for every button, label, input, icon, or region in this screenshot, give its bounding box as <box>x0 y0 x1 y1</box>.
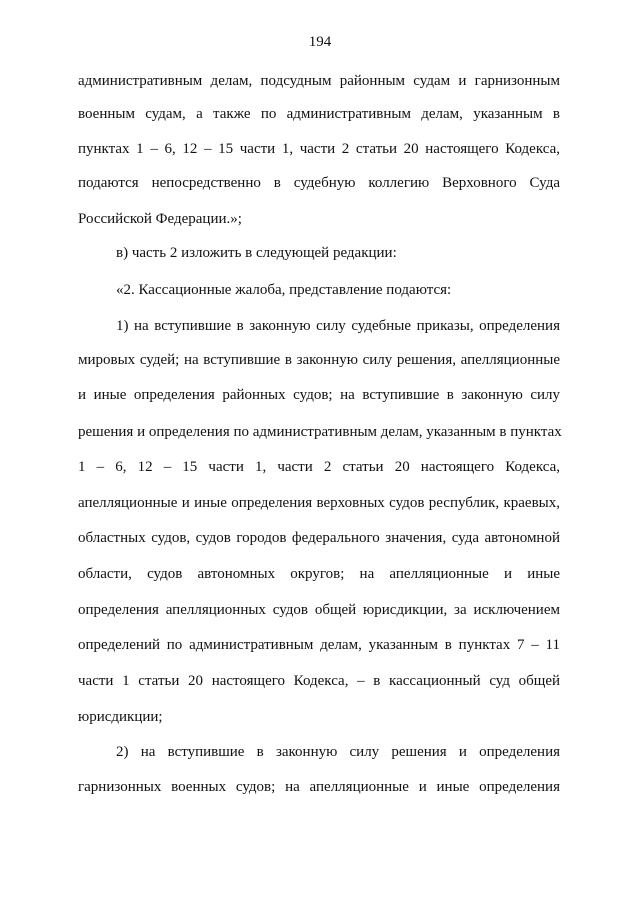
page-number: 194 <box>308 34 332 50</box>
text-line: юрисдикции; <box>78 709 163 725</box>
text-line: решения и определения по административным делам, указанным в пунктах <box>78 424 562 440</box>
text-line: 2) на вступившие в законную силу решения и определения <box>116 744 560 760</box>
text-line: административным делам, подсудным районным судам и гарнизонным <box>78 73 560 89</box>
text-line: областных судов, судов городов федерального значения, суда автономной <box>78 530 560 546</box>
text-line: в) часть 2 изложить в следующей редакции: <box>116 245 397 261</box>
text-line: и иные определения районных судов; на вступившие в законную силу <box>78 387 560 403</box>
text-line: Российской Федерации.»; <box>78 211 242 227</box>
text-line: области, судов автономных округов; на апелляционные и иные <box>78 566 560 582</box>
text-line: определений по административным делам, указанным в пунктах 7 – 11 <box>78 637 560 653</box>
text-line: определения апелляционных судов общей юрисдикции, за исключением <box>78 602 560 618</box>
text-line: 1 – 6, 12 – 15 части 1, части 2 статьи 20 настоящего Кодекса, <box>78 459 560 475</box>
text-line: 1) на вступившие в законную силу судебные приказы, определения <box>116 318 560 334</box>
text-line: апелляционные и иные определения верховных судов республик, краевых, <box>78 495 560 511</box>
text-line: гарнизонных военных судов; на апелляционные и иные определения <box>78 779 560 795</box>
text-line: мировых судей; на вступившие в законную силу решения, апелляционные <box>78 352 560 368</box>
text-line: части 1 статьи 20 настоящего Кодекса, – в кассационный суд общей <box>78 673 560 689</box>
text-line: подаются непосредственно в судебную коллегию Верховного Суда <box>78 175 560 191</box>
text-line: пунктах 1 – 6, 12 – 15 части 1, части 2 статьи 20 настоящего Кодекса, <box>78 141 560 157</box>
text-line: «2. Кассационные жалоба, представление подаются: <box>116 282 452 298</box>
text-line: военным судам, а также по административным делам, указанным в <box>78 106 560 122</box>
